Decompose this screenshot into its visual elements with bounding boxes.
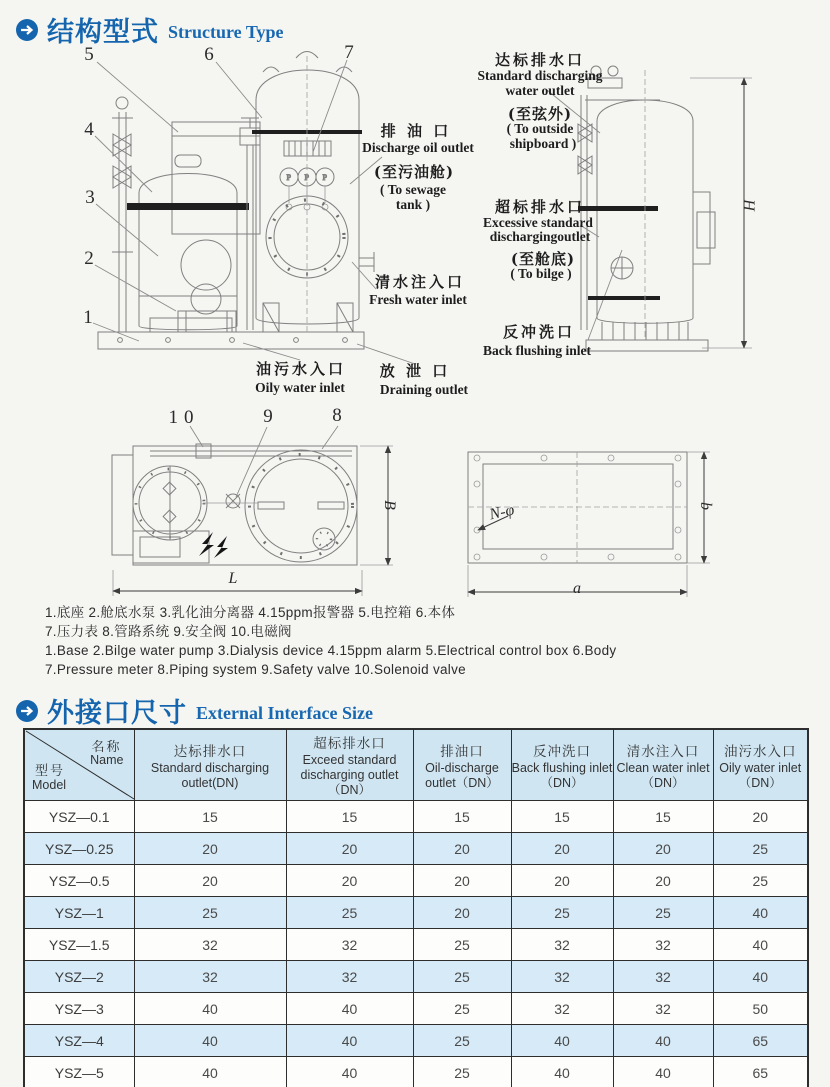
section-interface-header [16, 691, 373, 730]
dim-H-lines [690, 78, 752, 348]
model-cell: YSZ—5 [24, 1057, 134, 1087]
section-title-en: Structure Type [168, 22, 284, 42]
value-cell: 20 [134, 865, 286, 897]
corner-model-en: Model [32, 778, 67, 792]
model-cell: YSZ—1 [24, 897, 134, 929]
value-cell: 20 [713, 801, 808, 833]
col-header-zh: 超标排水口 [313, 736, 386, 751]
label-to-outside-en1: ( To outside [506, 121, 574, 136]
value-cell: 15 [286, 801, 413, 833]
dim-a-b-lines [468, 452, 710, 597]
label-standard-discharge-en1: Standard discharging [477, 68, 603, 83]
label-fresh-water-en: Fresh water inlet [369, 292, 467, 307]
model-cell: YSZ—4 [24, 1025, 134, 1057]
value-cell: 20 [613, 865, 713, 897]
label-to-sewage-zh: (至污油舱) [373, 163, 455, 181]
value-cell: 20 [286, 865, 413, 897]
dim-b: b [697, 502, 714, 510]
value-cell: 25 [413, 961, 511, 993]
arrow-right-circle-icon [16, 700, 38, 722]
callout-4: 4 [84, 119, 94, 140]
table-header-row [24, 729, 808, 801]
front-view [98, 52, 374, 350]
section-title-zh: 外接口尺寸 [47, 698, 187, 728]
value-cell: 40 [613, 1025, 713, 1057]
value-cell: 20 [511, 865, 613, 897]
col-header-oil-discharge [413, 729, 511, 801]
model-cell: YSZ—0.1 [24, 801, 134, 833]
table-row [24, 1025, 808, 1057]
value-cell: 40 [713, 961, 808, 993]
value-cell: 50 [713, 993, 808, 1025]
dim-L-B-lines [113, 446, 393, 596]
value-cell: 25 [413, 993, 511, 1025]
value-cell: 40 [613, 1057, 713, 1087]
value-cell: 25 [286, 897, 413, 929]
callout-7: 7 [344, 42, 354, 63]
parts-list-zh-line1: 1.底座 2.舱底水泵 3.乳化油分离器 4.15ppm报警器 5.电控箱 6.本体 [45, 605, 456, 620]
label-draining-zh: 放 泄 口 [379, 362, 451, 380]
label-discharge-oil-en: Discharge oil outlet [362, 140, 474, 155]
structure-diagram [0, 38, 830, 603]
table-body [24, 801, 808, 1087]
callout-1: 1 [83, 307, 93, 328]
value-cell: 25 [613, 897, 713, 929]
interface-size-table [23, 728, 809, 1087]
callout-2: 2 [84, 248, 94, 269]
value-cell: 40 [713, 897, 808, 929]
dim-n-phi: N-φ [487, 501, 516, 524]
table-row [24, 865, 808, 897]
model-cell: YSZ—2 [24, 961, 134, 993]
value-cell: 65 [713, 1057, 808, 1087]
parts-list [45, 603, 616, 679]
col-header-zh: 反冲洗口 [533, 743, 591, 759]
col-header-exceed-discharge [286, 729, 413, 801]
section-title-en: External Interface Size [196, 703, 373, 723]
value-cell: 32 [613, 929, 713, 961]
table-row [24, 833, 808, 865]
col-header-en: Oily water inlet（DN） [719, 760, 802, 790]
callout-9: 9 [263, 406, 273, 427]
gauge-letter: P [322, 173, 327, 182]
value-cell: 25 [713, 833, 808, 865]
value-cell: 20 [286, 833, 413, 865]
top-view [112, 444, 357, 565]
col-header-en: Back flushing inlet（DN） [511, 760, 613, 790]
col-header-en: Oil-discharge outlet（DN） [425, 760, 499, 790]
label-back-flushing-en: Back flushing inlet [482, 343, 592, 358]
model-cell: YSZ—0.25 [24, 833, 134, 865]
value-cell: 15 [511, 801, 613, 833]
value-cell: 32 [134, 961, 286, 993]
value-cell: 25 [511, 897, 613, 929]
label-excess-discharge-en1: Excessive standard [483, 215, 593, 230]
corner-name-en: Name [90, 753, 124, 767]
label-to-sewage-en2: tank ) [395, 197, 431, 212]
col-header-standard-discharge [134, 729, 286, 801]
value-cell: 20 [413, 833, 511, 865]
col-header-zh: 达标排水口 [173, 743, 247, 759]
callout-6: 6 [204, 44, 214, 65]
value-cell: 20 [613, 833, 713, 865]
col-header-back-flushing [511, 729, 613, 801]
parts-list-en-line2: 7.Pressure meter 8.Piping system 9.Safety valve 10.Solenoid valve [45, 662, 466, 677]
value-cell: 32 [286, 961, 413, 993]
col-header-oily-water [713, 729, 808, 801]
label-standard-discharge-zh: 达标排水口 [494, 51, 586, 69]
callout-3: 3 [85, 187, 95, 208]
value-cell: 25 [713, 865, 808, 897]
value-cell: 32 [511, 929, 613, 961]
value-cell: 32 [134, 929, 286, 961]
dim-a: a [573, 580, 581, 597]
value-cell: 40 [713, 929, 808, 961]
value-cell: 20 [413, 897, 511, 929]
callout-8: 8 [332, 405, 342, 426]
table-row [24, 801, 808, 833]
value-cell: 40 [511, 1025, 613, 1057]
value-cell: 40 [134, 1057, 286, 1087]
value-cell: 40 [286, 993, 413, 1025]
value-cell: 32 [286, 929, 413, 961]
col-header-zh: 排油口 [440, 743, 484, 759]
gauge-letter: P [286, 173, 291, 182]
label-discharge-oil-zh: 排 油 口 [380, 122, 452, 140]
parts-list-en-line1: 1.Base 2.Bilge water pump 3.Dialysis device 4.15ppm alarm 5.Electrical control box 6.Body [45, 643, 617, 658]
label-to-sewage-en1: ( To sewage [379, 182, 447, 197]
base-plan [468, 452, 687, 563]
value-cell: 40 [134, 993, 286, 1025]
label-draining-en: Draining outlet [379, 382, 469, 397]
side-view [578, 66, 715, 351]
dim-B: B [381, 500, 398, 510]
table-row [24, 1057, 808, 1087]
table-row [24, 993, 808, 1025]
label-oily-water-en: Oily water inlet [255, 380, 345, 395]
value-cell: 15 [134, 801, 286, 833]
callout-5: 5 [84, 44, 94, 65]
label-to-bilge-en: ( To bilge ) [510, 266, 572, 281]
table-row [24, 929, 808, 961]
corner-header-cell [24, 729, 134, 801]
value-cell: 20 [511, 833, 613, 865]
value-cell: 25 [413, 1025, 511, 1057]
label-back-flushing-zh: 反冲洗口 [502, 323, 576, 341]
label-standard-discharge-en2: water outlet [505, 83, 575, 98]
parts-list-zh-line2: 7.压力表 8.管路系统 9.安全阀 10.电磁阀 [45, 624, 292, 639]
label-to-outside-en2: shipboard ) [509, 136, 577, 151]
col-header-en: Clean water inlet（DN） [616, 760, 710, 790]
value-cell: 40 [286, 1025, 413, 1057]
label-to-outside-zh: (至弦外) [507, 105, 573, 123]
col-header-clean-water [613, 729, 713, 801]
value-cell: 20 [413, 865, 511, 897]
col-header-zh: 清水注入口 [626, 743, 700, 759]
label-fresh-water-zh: 清水注入口 [374, 273, 466, 291]
value-cell: 40 [511, 1057, 613, 1087]
label-excess-discharge-en2: dischargingoutlet [489, 229, 591, 244]
col-header-en: Standard discharging outlet(DN) [150, 760, 270, 790]
model-cell: YSZ—3 [24, 993, 134, 1025]
label-excess-discharge-zh: 超标排水口 [494, 198, 586, 216]
value-cell: 15 [413, 801, 511, 833]
value-cell: 15 [613, 801, 713, 833]
model-cell: YSZ—0.5 [24, 865, 134, 897]
value-cell: 32 [613, 993, 713, 1025]
value-cell: 25 [134, 897, 286, 929]
value-cell: 32 [511, 993, 613, 1025]
value-cell: 25 [413, 1057, 511, 1087]
dim-H: H [740, 199, 757, 211]
value-cell: 32 [511, 961, 613, 993]
value-cell: 65 [713, 1025, 808, 1057]
col-header-en: Exceed standard discharging outlet （DN） [300, 753, 399, 797]
callout-10: 10 [168, 407, 200, 428]
label-to-bilge-zh: (至舱底) [510, 250, 576, 268]
table-row [24, 961, 808, 993]
label-oily-water-zh: 油污水入口 [255, 360, 347, 378]
value-cell: 20 [134, 833, 286, 865]
col-header-zh: 油污水入口 [724, 743, 797, 759]
gauge-letter: P [304, 173, 309, 182]
value-cell: 40 [286, 1057, 413, 1087]
model-cell: YSZ—1.5 [24, 929, 134, 961]
value-cell: 25 [413, 929, 511, 961]
table-row [24, 897, 808, 929]
corner-name-zh: 名称 [91, 739, 122, 754]
section-title-zh: 结构型式 [47, 17, 159, 47]
corner-model-zh: 型号 [35, 763, 66, 778]
dim-L: L [228, 570, 238, 587]
value-cell: 40 [134, 1025, 286, 1057]
value-cell: 32 [613, 961, 713, 993]
